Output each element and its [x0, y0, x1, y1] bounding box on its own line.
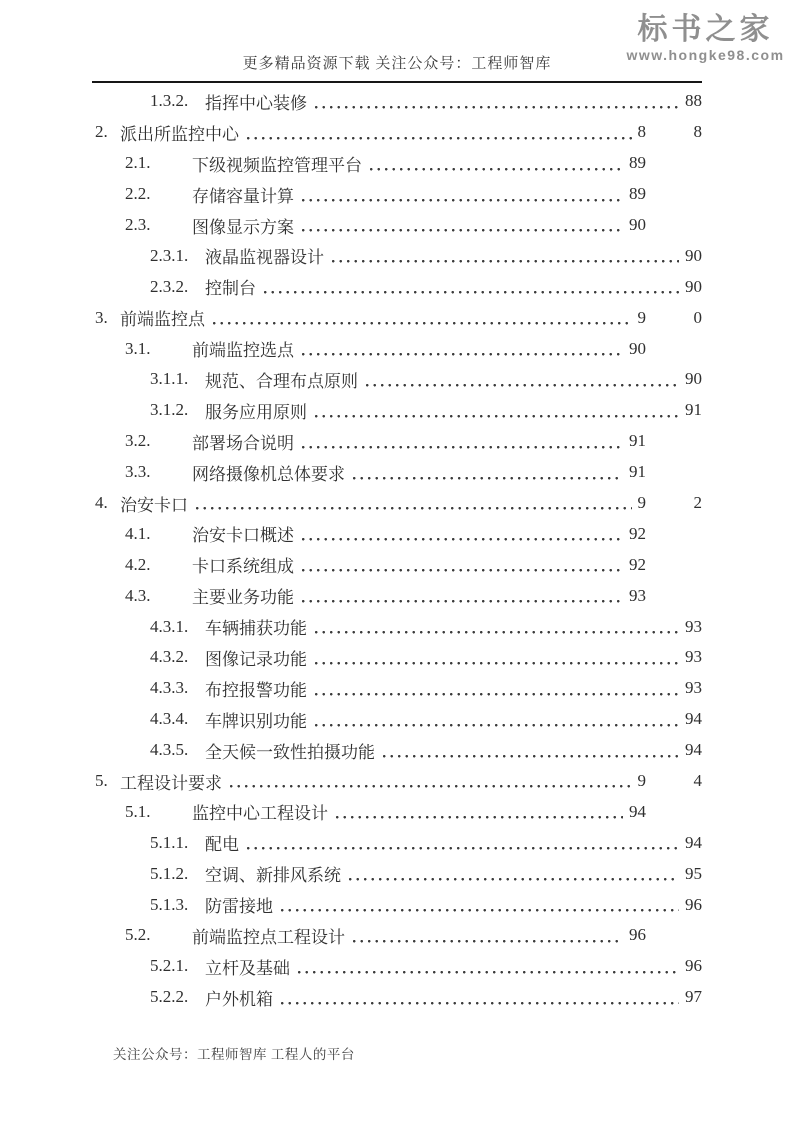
toc-entry-page: 95 — [685, 863, 702, 883]
toc-dot-leader — [302, 549, 623, 580]
toc-entry-number: 4.3.1. — [150, 616, 189, 636]
header-rule — [92, 81, 702, 83]
toc-entry-page: 92 — [629, 523, 646, 543]
toc-entry-title: 前端监控点工程设计 — [192, 927, 345, 947]
toc-entry-title: 全天候一致性拍摄功能 — [205, 742, 375, 762]
toc-entry-number: 5.2. — [125, 925, 151, 945]
toc-entry-number: 4.2. — [125, 554, 151, 574]
toc-dot-leader — [315, 704, 679, 735]
toc-entry[interactable] — [95, 951, 702, 982]
toc-dot-leader — [315, 395, 679, 426]
header-note: 更多精品资源下载 关注公众号：工程师智库 — [242, 56, 552, 72]
toc-entry[interactable] — [95, 704, 702, 735]
toc-entry-title: 车牌识别功能 — [205, 711, 307, 731]
toc-entry-page: 88 — [685, 91, 702, 111]
toc-dot-leader — [370, 148, 623, 179]
toc-entry-page: 93 — [685, 678, 702, 698]
site-logo-url: www.hongke98.com — [626, 47, 785, 63]
toc-entry-page: 92 — [629, 554, 646, 574]
toc-entry-title: 控制台 — [205, 279, 256, 299]
toc-entry-number: 2.1. — [125, 153, 151, 173]
toc-dot-leader — [281, 889, 679, 920]
toc-entry-page-second-digit: 2 — [693, 493, 702, 513]
toc-dot-leader — [302, 210, 623, 241]
toc-entry-number: 3. — [95, 307, 108, 327]
toc-entry-number: 5.2.2. — [150, 987, 189, 1007]
toc-entry-number: 5. — [95, 771, 108, 791]
toc-entry[interactable] — [95, 982, 702, 1013]
toc-entry[interactable] — [95, 889, 702, 920]
toc-entry[interactable] — [95, 117, 702, 148]
toc-entry-page-second-digit: 4 — [693, 771, 702, 791]
toc-entry-title: 治安卡口 — [120, 495, 188, 515]
toc-entry-title: 空调、新排风系统 — [205, 866, 341, 886]
toc-entry-title: 治安卡口概述 — [192, 526, 294, 546]
toc-entry-number: 1.3.2. — [150, 91, 189, 111]
toc-entry-page: 96 — [685, 956, 702, 976]
toc-entry-number: 4.3.5. — [150, 740, 189, 760]
toc-entry-number: 3.2. — [125, 431, 151, 451]
toc-entry-title: 部署场合说明 — [192, 433, 294, 453]
toc-entry-number: 2.3. — [125, 215, 151, 234]
site-logo — [623, 13, 788, 63]
toc-dot-leader — [302, 580, 623, 611]
toc-entry-page-second-digit: 0 — [693, 307, 702, 327]
toc-entry[interactable] — [95, 858, 702, 889]
toc-entry-title: 前端监控选点 — [192, 341, 294, 361]
toc-entry-number: 2.3.2. — [150, 276, 189, 296]
toc-entry-page: 94 — [685, 832, 702, 852]
toc-dot-leader — [213, 302, 632, 333]
toc-entry-number: 2. — [95, 122, 108, 142]
toc-entry-page-second-digit: 8 — [693, 122, 702, 142]
site-logo-wordmark: 标书之家 — [637, 13, 774, 46]
toc-entry[interactable] — [95, 673, 702, 704]
toc-entry[interactable] — [95, 827, 702, 858]
toc-entry-page: 90 — [629, 338, 646, 358]
toc-entry-page: 94 — [685, 709, 702, 729]
toc-dot-leader — [230, 766, 632, 797]
toc-entry-number: 2.3.1. — [150, 245, 189, 265]
toc-entry-page: 90 — [685, 369, 702, 389]
toc-dot-leader — [298, 951, 679, 982]
toc-entry[interactable] — [95, 580, 702, 611]
toc-entry-page: 90 — [685, 245, 702, 265]
toc-entry-title: 规范、合理布点原则 — [205, 371, 358, 391]
toc-dot-leader — [315, 86, 679, 117]
toc-entry[interactable] — [95, 179, 702, 210]
toc-entry[interactable] — [95, 364, 702, 395]
toc-entry-title: 布控报警功能 — [205, 680, 307, 700]
toc-entry-number: 5.2.1. — [150, 956, 189, 976]
toc-dot-leader — [302, 333, 623, 364]
toc-entry-page: 93 — [685, 647, 702, 667]
toc-entry-title: 配电 — [205, 835, 239, 855]
toc-entry-title: 前端监控点 — [120, 310, 205, 330]
toc-entry[interactable] — [95, 518, 702, 549]
toc-entry[interactable] — [95, 426, 702, 457]
toc-entry[interactable] — [95, 210, 702, 241]
toc-entry-title: 服务应用原则 — [205, 402, 307, 422]
toc-entry-page: 91 — [629, 462, 646, 482]
toc-entry-page: 96 — [685, 894, 702, 914]
toc-dot-leader — [302, 518, 623, 549]
toc-entry-title: 工程设计要求 — [120, 773, 222, 793]
toc-entry-title: 主要业务功能 — [192, 588, 294, 608]
toc-dot-leader — [315, 673, 679, 704]
toc-dot-leader — [281, 982, 679, 1013]
toc-entry-title: 存储容量计算 — [192, 186, 294, 206]
toc-entry[interactable] — [95, 333, 702, 364]
toc-entry-number: 5.1.2. — [150, 863, 189, 883]
toc-entry-number: 3.1.2. — [150, 400, 189, 420]
toc-dot-leader — [247, 827, 679, 858]
toc-dot-leader — [302, 179, 623, 210]
toc-entry[interactable] — [95, 86, 702, 117]
toc-entry-page: 97 — [685, 987, 702, 1007]
toc-entry-title: 立杆及基础 — [205, 958, 290, 978]
toc-entry-number: 3.1.1. — [150, 369, 189, 389]
toc-entry-page: 94 — [629, 801, 646, 821]
toc-entry-number: 5.1.1. — [150, 832, 189, 852]
toc-dot-leader — [315, 611, 679, 642]
toc-entry-page: 94 — [685, 740, 702, 760]
toc-entry[interactable] — [95, 148, 702, 179]
toc-entry[interactable] — [95, 549, 702, 580]
toc-dot-leader — [349, 858, 679, 889]
toc-entry-title: 图像显示方案 — [192, 217, 294, 237]
toc-entry[interactable] — [95, 488, 702, 519]
toc-entry-title: 卡口系统组成 — [192, 557, 294, 577]
toc-dot-leader — [336, 796, 623, 827]
toc-entry-page: 91 — [685, 400, 702, 420]
toc-dot-leader — [353, 457, 623, 488]
toc-dot-leader — [332, 240, 679, 271]
toc-entry[interactable] — [95, 271, 702, 302]
toc-entry[interactable] — [95, 796, 702, 827]
toc-entry[interactable] — [95, 457, 702, 488]
footer-note: 关注公众号：工程师智库 工程人的平台 — [113, 1047, 355, 1062]
toc-entry-number: 5.1.3. — [150, 894, 189, 914]
toc-dot-leader — [264, 271, 679, 302]
toc — [95, 86, 706, 1013]
toc-entry-title: 液晶监视器设计 — [205, 248, 324, 268]
toc-entry-title: 防雷接地 — [205, 897, 273, 917]
toc-entry-number: 4.3.2. — [150, 647, 189, 667]
toc-entry-page: 9 — [637, 771, 646, 791]
toc-entry-page: 96 — [629, 925, 646, 945]
toc-entry-number: 2.2. — [125, 184, 151, 204]
toc-entry-title: 下级视频监控管理平台 — [192, 155, 362, 175]
toc-dot-leader — [353, 920, 623, 951]
toc-entry[interactable] — [95, 302, 702, 333]
toc-dot-leader — [383, 735, 679, 766]
toc-dot-leader — [247, 117, 632, 148]
toc-entry-title: 派出所监控中心 — [120, 124, 239, 144]
toc-entry[interactable] — [95, 395, 702, 426]
toc-entry-title: 图像记录功能 — [205, 649, 307, 669]
toc-entry-page: 93 — [685, 616, 702, 636]
toc-entry[interactable] — [95, 766, 702, 797]
toc-entry-title: 网络摄像机总体要求 — [192, 464, 345, 484]
toc-dot-leader — [315, 642, 679, 673]
toc-dot-leader — [366, 364, 679, 395]
toc-entry-number: 4.1. — [125, 523, 151, 543]
toc-entry-title: 户外机箱 — [205, 989, 273, 1009]
toc-entry-title: 车辆捕获功能 — [205, 619, 307, 639]
toc-entry-page: 90 — [629, 215, 646, 234]
toc-entry-number: 3.3. — [125, 462, 151, 482]
toc-dot-leader — [196, 488, 632, 519]
toc-entry[interactable] — [95, 642, 702, 673]
toc-entry-page: 89 — [629, 153, 646, 173]
toc-entry-number: 4.3. — [125, 585, 151, 605]
toc-dot-leader — [302, 426, 623, 457]
toc-entry-title: 监控中心工程设计 — [192, 804, 328, 824]
toc-entry-number: 5.1. — [125, 801, 151, 821]
toc-entry-number: 4.3.3. — [150, 678, 189, 698]
toc-entry-title: 指挥中心装修 — [205, 93, 307, 113]
toc-entry-number: 3.1. — [125, 338, 151, 358]
toc-entry-page: 91 — [629, 431, 646, 451]
toc-entry-page: 8 — [637, 122, 646, 142]
toc-entry[interactable] — [95, 735, 702, 766]
toc-entry[interactable] — [95, 920, 702, 951]
toc-entry-number: 4.3.4. — [150, 709, 189, 729]
toc-entry-number: 4. — [95, 493, 108, 513]
toc-entry-page: 9 — [637, 493, 646, 513]
toc-entry-page: 89 — [629, 184, 646, 204]
toc-entry[interactable] — [95, 240, 702, 271]
toc-entry-page: 90 — [685, 276, 702, 296]
toc-entry-page: 9 — [637, 307, 646, 327]
toc-entry[interactable] — [95, 611, 702, 642]
toc-entry-page: 93 — [629, 585, 646, 605]
